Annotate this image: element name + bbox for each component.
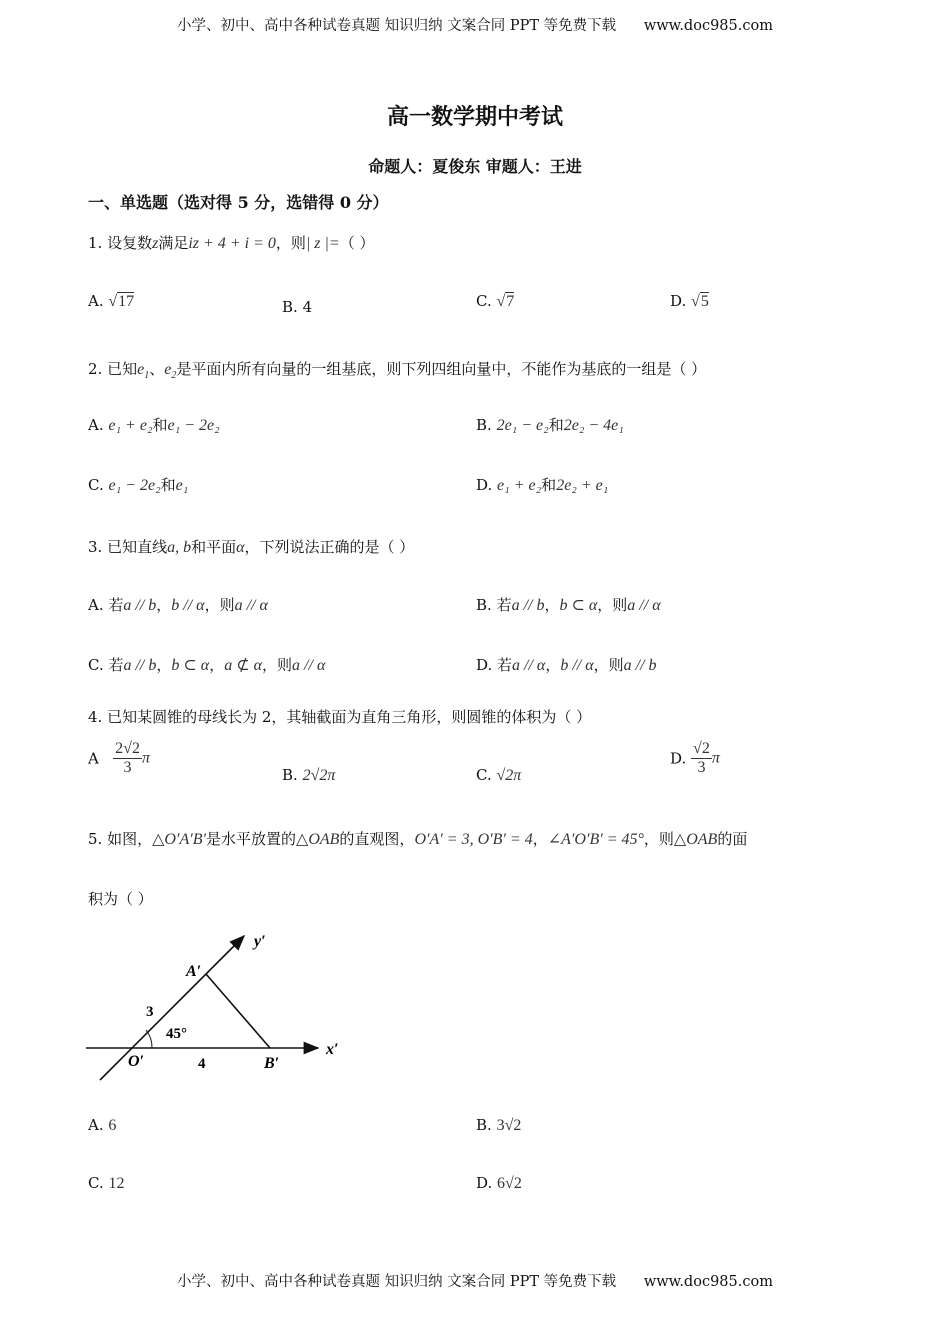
q4-option-a: A $\frac{2√2}{3}$ π [88,740,150,776]
label-a: A′ [186,963,202,980]
section-heading: 一、单选题（选对得 5 分，选错得 0 分） [88,193,389,212]
page-header [0,14,950,35]
q4-option-d: D. $\frac{√2}{3}$ π [670,740,720,776]
q1-option-d: D. √5 [670,292,709,310]
label-x: x′ [326,1041,339,1058]
segment-ab [206,974,270,1048]
q3-option-c: C. 若a // b，b ⊂ α，a ⊄ α，则a // α [88,656,326,674]
q4-option-b: B. 2√2π [282,766,336,784]
q1-option-c: C. √7 [476,292,515,310]
q1-option-b: B. 4 [282,298,313,316]
footer-url[interactable]: www.doc985.com [643,1274,773,1290]
question-2: 2. 已知$e_1$、$e_2$是平面内所有向量的一组基底，则下列四组向量中，不能作为基底的一组是（ ） [88,360,707,382]
q2-option-b: B. 2e₁ − e₂和2e₂ − 4e₁ [476,416,624,434]
q5-option-b: B. 3√2 [476,1116,522,1134]
y-axis [100,936,244,1080]
question-5: 5. 如图，△O′A′B′是水平放置的△OAB的直观图，O′A′ = 3, O′B′ = 4，∠A′O′B′ = 45°，则△OAB的面 [88,830,748,848]
q2-option-d: D. e₁ + e₂和2e₂ + e₁ [476,476,609,494]
label-o: O′ [128,1053,145,1070]
q1-equation: iz + 4 + i = 0 [188,235,276,252]
q2-option-c: C. e₁ − 2e₂和e₁ [88,476,189,494]
question-4: 4. 已知某圆锥的母线长为 2，其轴截面为直角三角形，则圆锥的体积为（ ） [88,708,592,726]
q3-option-a: A. 若a // b，b // α，则a // α [88,596,268,614]
label-oa-length: 3 [146,1004,154,1020]
q5-option-c: C. 12 [88,1174,125,1192]
q3-option-b: B. 若a // b，b ⊂ α，则a // α [476,596,661,614]
q5-option-a: A. 6 [88,1116,117,1134]
q1-option-a: A. √17 [88,292,135,310]
q4-option-c: C. √2π [476,766,522,784]
question-1: 1. 设复数z满足iz + 4 + i = 0，则| z |=（ ） [88,234,375,252]
q5-line2: 积为（ ） [88,890,153,908]
q2-option-a: A. e₁ + e₂和e₁ − 2e₂ [88,416,220,434]
header-text: 小学、初中、高中各种试卷真题 知识归纳 文案合同 PPT 等免费下载 [177,18,617,34]
label-ob-length: 4 [198,1056,206,1072]
label-y: y′ [254,933,266,950]
page-title: 高一数学期中考试 [386,104,563,130]
q3-option-d: D. 若a // α，b // α，则a // b [476,656,657,674]
footer-text: 小学、初中、高中各种试卷真题 知识归纳 文案合同 PPT 等免费下载 [177,1274,617,1290]
q1-abs: | z |= [305,235,340,252]
label-b: B′ [264,1055,280,1072]
q5-figure [84,924,364,1084]
page-footer [0,1270,950,1291]
label-angle: 45° [166,1026,187,1042]
q5-option-d: D. 6√2 [476,1174,522,1192]
question-3: 3. 已知直线a, b和平面α，下列说法正确的是（ ） [88,538,415,556]
page-subtitle: 命题人：夏俊东 审题人：王进 [368,157,582,176]
header-url[interactable]: www.doc985.com [643,18,773,34]
